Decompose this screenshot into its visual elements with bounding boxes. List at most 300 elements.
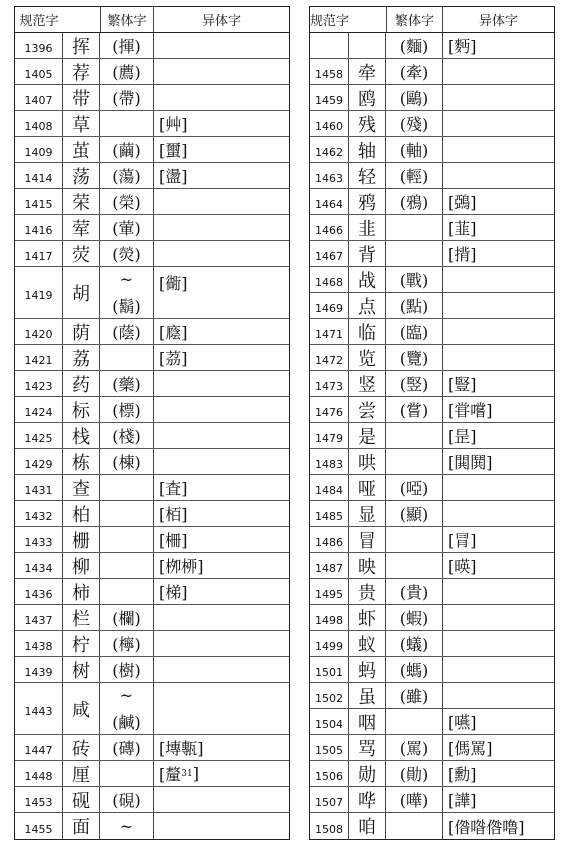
table-row: [15, 761, 289, 787]
traditional-char: (帶): [100, 85, 154, 110]
traditional-char: [100, 761, 154, 786]
traditional-char: (顯): [386, 501, 443, 526]
variant-char: [154, 33, 289, 58]
char-number: 1455: [15, 813, 63, 839]
char-number: 1498: [310, 605, 349, 630]
traditional-char: [386, 215, 443, 240]
char-number: 1408: [15, 111, 63, 136]
table-row: [310, 423, 554, 449]
standard-char: 蚂: [349, 657, 386, 682]
table-row: [310, 605, 554, 631]
traditional-char: (竪): [386, 371, 443, 396]
char-number: 1502: [310, 683, 349, 708]
table-row: [310, 553, 554, 579]
standard-char: 草: [63, 111, 100, 136]
variant-char: [豎]: [448, 375, 477, 394]
table-row: [15, 735, 289, 761]
standard-char: 查: [63, 475, 100, 500]
standard-char: 标: [63, 397, 100, 422]
table-row: [310, 345, 554, 371]
table-row: [15, 657, 289, 683]
traditional-char: (薦): [100, 59, 154, 84]
standard-char: 茧: [63, 137, 100, 162]
standard-char: 柠: [63, 631, 100, 656]
table-row: [310, 267, 554, 293]
traditional-char: (軸): [386, 137, 443, 162]
char-number: 1396: [15, 33, 63, 58]
variant-char: [443, 345, 554, 370]
char-number: 1460: [310, 111, 349, 136]
char-number: 1437: [15, 605, 63, 630]
table-row: [15, 33, 289, 59]
char-number: 1458: [310, 59, 349, 84]
variant-char: [443, 137, 554, 162]
table-header: [15, 7, 289, 33]
char-number: 1415: [15, 189, 63, 214]
standard-char: 砚: [63, 787, 100, 812]
char-number: 1434: [15, 553, 63, 578]
char-number: 1423: [15, 371, 63, 396]
header-trad-label: 繁体字: [386, 7, 443, 32]
traditional-char: [100, 527, 154, 552]
header-variant-label: 异体字: [201, 14, 241, 29]
variant-char: [154, 85, 289, 110]
variant-char: [衚]: [159, 274, 188, 293]
variant-char: [443, 475, 554, 500]
variant-char: [154, 787, 289, 812]
char-number: 1405: [15, 59, 63, 84]
table-row: [310, 579, 554, 605]
traditional-char: (棧): [100, 423, 154, 448]
table-row: [310, 501, 554, 527]
table-row: [310, 657, 554, 683]
variant-char: [冐]: [448, 531, 477, 550]
variant-char: [154, 683, 289, 734]
standard-char: 勋: [349, 761, 386, 786]
table-row: [15, 189, 289, 215]
standard-char: 咱: [349, 813, 386, 839]
char-number: 1506: [310, 761, 349, 786]
variant-char: [154, 189, 289, 214]
table-row: [15, 59, 289, 85]
traditional-char: [100, 111, 154, 136]
variant-char: [443, 85, 554, 110]
traditional-char: (輕): [386, 163, 443, 188]
traditional-char: (硯): [100, 787, 154, 812]
traditional-char-bottom: (鬍): [112, 296, 141, 316]
table-row: [15, 605, 289, 631]
variant-char: [154, 605, 289, 630]
table-row: [310, 397, 554, 423]
table-row: [15, 267, 289, 319]
char-number: 1476: [310, 397, 349, 422]
table-row: [310, 33, 554, 59]
char-number: 1479: [310, 423, 349, 448]
standard-char: 栏: [63, 605, 100, 630]
char-number: 1485: [310, 501, 349, 526]
standard-char: 轻: [349, 163, 386, 188]
char-number: 1407: [15, 85, 63, 110]
variant-char: [443, 631, 554, 656]
table-row: [310, 319, 554, 345]
table-row: [310, 111, 554, 137]
traditional-char: (蕩): [100, 163, 154, 188]
char-number: 1438: [15, 631, 63, 656]
variant-char: [154, 371, 289, 396]
standard-char: 蚁: [349, 631, 386, 656]
variant-char: [鵶]: [448, 193, 477, 212]
variant-char: [塼甎]: [159, 739, 204, 758]
table-row: [310, 85, 554, 111]
standard-char: 虾: [349, 605, 386, 630]
traditional-char: (罵): [386, 735, 443, 760]
standard-char: 临: [349, 319, 386, 344]
variant-char: [443, 579, 554, 604]
variant-char: [勳]: [448, 765, 477, 784]
standard-char: 韭: [349, 215, 386, 240]
char-number: 1459: [310, 85, 349, 110]
traditional-char: (鷗): [386, 85, 443, 110]
table-row: [310, 813, 554, 839]
standard-char: 虽: [349, 683, 386, 708]
standard-char: 柳: [63, 553, 100, 578]
char-number: 1473: [310, 371, 349, 396]
table-row: [15, 371, 289, 397]
variant-char: [443, 501, 554, 526]
char-number: 1484: [310, 475, 349, 500]
table-row: [15, 85, 289, 111]
traditional-char: (揮): [100, 33, 154, 58]
variant-char: [栁桺]: [159, 557, 204, 576]
traditional-char: (蟻): [386, 631, 443, 656]
char-number: 1501: [310, 657, 349, 682]
char-number: 1495: [310, 579, 349, 604]
char-number: 1507: [310, 787, 349, 812]
table-row: [15, 449, 289, 475]
variant-char: [443, 319, 554, 344]
char-number: 1421: [15, 345, 63, 370]
table-row: [15, 345, 289, 371]
table-row: [310, 371, 554, 397]
char-number: 1499: [310, 631, 349, 656]
standard-char: 哑: [349, 475, 386, 500]
variant-char: [443, 605, 554, 630]
variant-char-text: [釐: [159, 765, 182, 784]
char-number: 1433: [15, 527, 63, 552]
char-number: 1439: [15, 657, 63, 682]
variant-bracket-end: ]: [192, 764, 199, 783]
traditional-char: [386, 813, 443, 839]
char-number: 1464: [310, 189, 349, 214]
traditional-char: (鴉): [386, 189, 443, 214]
traditional-char: (貴): [386, 579, 443, 604]
table-row: [15, 683, 289, 735]
table-row: [310, 735, 554, 761]
traditional-char: [386, 423, 443, 448]
standard-char: 映: [349, 553, 386, 578]
traditional-char: (樹): [100, 657, 154, 682]
table-row: [15, 813, 289, 839]
variant-char: [麪]: [448, 37, 477, 56]
variant-char: [154, 397, 289, 422]
variant-char: [梯]: [159, 583, 188, 602]
traditional-char: [386, 553, 443, 578]
header-std-label: 规范字: [19, 14, 59, 29]
variant-char: [154, 423, 289, 448]
standard-char: 背: [349, 241, 386, 266]
variant-char: [嚥]: [448, 713, 477, 732]
standard-char: 尝: [349, 397, 386, 422]
left-table: [14, 6, 290, 840]
standard-char: 鸦: [349, 189, 386, 214]
char-number: 1420: [15, 319, 63, 344]
standard-char: 鸥: [349, 85, 386, 110]
traditional-char-bottom: (鹹): [112, 712, 141, 732]
table-row: [15, 527, 289, 553]
standard-char: 哄: [349, 449, 386, 474]
standard-char: 树: [63, 657, 100, 682]
char-number: 1508: [310, 813, 349, 839]
char-number: 1505: [310, 735, 349, 760]
standard-char: 荡: [63, 163, 100, 188]
table-row: [15, 319, 289, 345]
table-row: [310, 761, 554, 787]
table-row: [15, 137, 289, 163]
traditional-char: [100, 345, 154, 370]
traditional-char: (覽): [386, 345, 443, 370]
standard-char: 柿: [63, 579, 100, 604]
standard-char: 药: [63, 371, 100, 396]
traditional-char: (雖): [386, 683, 443, 708]
table-row: [310, 527, 554, 553]
variant-char: [蠒]: [159, 141, 188, 160]
variant-char: [傌罵]: [448, 739, 493, 758]
variant-char: [柵]: [159, 531, 188, 550]
standard-char: 面: [63, 813, 100, 839]
standard-char: 轴: [349, 137, 386, 162]
char-number: 1443: [15, 683, 63, 734]
table-row: [310, 215, 554, 241]
variant-char: [韮]: [448, 219, 477, 238]
char-number: 1472: [310, 345, 349, 370]
char-number: [310, 33, 349, 58]
variant-char: [443, 293, 554, 318]
table-row: [15, 631, 289, 657]
variant-char: [154, 241, 289, 266]
variant-char: [揹]: [448, 245, 477, 264]
traditional-char: (啞): [386, 475, 443, 500]
traditional-char: [386, 241, 443, 266]
standard-char: 砖: [63, 735, 100, 760]
variant-char: [154, 631, 289, 656]
char-number: 1424: [15, 397, 63, 422]
traditional-char-top: ~: [119, 270, 134, 290]
table-row: [310, 449, 554, 475]
traditional-char: (蔭): [100, 319, 154, 344]
traditional-char-top: ~: [119, 686, 134, 706]
standard-char: 显: [349, 501, 386, 526]
table-row: [15, 241, 289, 267]
traditional-char: [100, 579, 154, 604]
standard-char: 柏: [63, 501, 100, 526]
table-row: [310, 683, 554, 709]
traditional-char: (磚): [100, 735, 154, 760]
traditional-char: (熒): [100, 241, 154, 266]
table-row: [310, 631, 554, 657]
variant-char: [偺喒倃噜]: [448, 817, 525, 837]
traditional-char: (勛): [386, 761, 443, 786]
char-number: 1419: [15, 267, 63, 318]
table-row: [310, 59, 554, 85]
traditional-char: (牽): [386, 59, 443, 84]
traditional-char: [386, 449, 443, 474]
variant-char: [154, 657, 289, 682]
traditional-char: (臨): [386, 319, 443, 344]
standard-char: 挥: [63, 33, 100, 58]
standard-char: 荫: [63, 319, 100, 344]
traditional-char: (嘗): [386, 397, 443, 422]
char-number: 1417: [15, 241, 63, 266]
variant-char: [443, 111, 554, 136]
standard-char: 冒: [349, 527, 386, 552]
standard-char: 是: [349, 423, 386, 448]
standard-char: 带: [63, 85, 100, 110]
traditional-char: (點): [386, 293, 443, 318]
char-number: 1436: [15, 579, 63, 604]
traditional-char: (蝦): [386, 605, 443, 630]
variant-char: [甞嚐]: [448, 401, 493, 420]
char-number: 1483: [310, 449, 349, 474]
char-number: 1462: [310, 137, 349, 162]
variant-char: [暎]: [448, 557, 477, 576]
standard-char: 栅: [63, 527, 100, 552]
table-row: [15, 475, 289, 501]
traditional-char: (螞): [386, 657, 443, 682]
standard-char: 厘: [63, 761, 100, 786]
traditional-char: (棟): [100, 449, 154, 474]
traditional-char: (標): [100, 397, 154, 422]
header-variant-label: 异体字: [478, 14, 518, 29]
standard-char: [349, 33, 386, 58]
standard-char: 骂: [349, 735, 386, 760]
header-trad-label: 繁体字: [100, 7, 154, 32]
char-number: 1432: [15, 501, 63, 526]
traditional-char: (葷): [100, 215, 154, 240]
char-number: 1431: [15, 475, 63, 500]
right-table: [309, 6, 555, 840]
header-std-label: 规范字: [310, 14, 350, 29]
traditional-char: (欄): [100, 605, 154, 630]
table-row: [310, 709, 554, 735]
variant-char: [154, 813, 289, 839]
char-number: 1486: [310, 527, 349, 552]
table-row: [310, 787, 554, 813]
table-row: [15, 111, 289, 137]
standard-char: 哗: [349, 787, 386, 812]
char-number: 1467: [310, 241, 349, 266]
table-row: [310, 475, 554, 501]
variant-char: [443, 163, 554, 188]
char-number: 1425: [15, 423, 63, 448]
table-row: [15, 579, 289, 605]
char-number: 1414: [15, 163, 63, 188]
standard-char: 咽: [349, 709, 386, 734]
traditional-char: (麵): [386, 33, 443, 58]
standard-char: 竖: [349, 371, 386, 396]
standard-char: 栈: [63, 423, 100, 448]
variant-char: [盪]: [159, 167, 188, 186]
table-header: [310, 7, 554, 33]
char-number: 1487: [310, 553, 349, 578]
char-number: 1416: [15, 215, 63, 240]
traditional-char: (藥): [100, 371, 154, 396]
variant-char: [443, 657, 554, 682]
standard-char: 栋: [63, 449, 100, 474]
standard-char: 牵: [349, 59, 386, 84]
traditional-char: [100, 683, 154, 734]
table-row: [15, 215, 289, 241]
traditional-char: [386, 709, 443, 734]
variant-char: [443, 267, 554, 292]
traditional-char: (檸): [100, 631, 154, 656]
variant-footnote-marker: 31: [181, 768, 193, 779]
variant-char: [譁]: [448, 791, 477, 810]
table-row: [310, 293, 554, 319]
standard-char: 荐: [63, 59, 100, 84]
traditional-char: (殘): [386, 111, 443, 136]
standard-char: 荧: [63, 241, 100, 266]
table-row: [310, 241, 554, 267]
variant-char: [443, 683, 554, 708]
char-number: 1429: [15, 449, 63, 474]
char-number: 1471: [310, 319, 349, 344]
variant-char: [154, 59, 289, 84]
char-number: 1463: [310, 163, 349, 188]
traditional-char: (繭): [100, 137, 154, 162]
table-row: [15, 397, 289, 423]
standard-char: 胡: [63, 267, 100, 318]
traditional-char: (榮): [100, 189, 154, 214]
table-row: [15, 553, 289, 579]
variant-char: [茘]: [159, 349, 188, 368]
variant-char: [154, 449, 289, 474]
variant-char: [廕]: [159, 323, 188, 342]
char-number: 1469: [310, 293, 349, 318]
traditional-char: (戰): [386, 267, 443, 292]
char-number: 1447: [15, 735, 63, 760]
standard-char: 荔: [63, 345, 100, 370]
traditional-char: [100, 553, 154, 578]
char-number: 1468: [310, 267, 349, 292]
variant-char: [昰]: [448, 427, 477, 446]
char-number: 1448: [15, 761, 63, 786]
standard-char: 荤: [63, 215, 100, 240]
variant-char: [154, 761, 289, 786]
standard-char: 贵: [349, 579, 386, 604]
table-row: [15, 423, 289, 449]
char-number: 1466: [310, 215, 349, 240]
traditional-char: (嘩): [386, 787, 443, 812]
traditional-char: [100, 501, 154, 526]
standard-char: 点: [349, 293, 386, 318]
variant-char: [443, 59, 554, 84]
standard-char: 荣: [63, 189, 100, 214]
table-row: [15, 163, 289, 189]
traditional-char: [100, 475, 154, 500]
standard-char: 残: [349, 111, 386, 136]
table-row: [310, 189, 554, 215]
table-row: [15, 501, 289, 527]
